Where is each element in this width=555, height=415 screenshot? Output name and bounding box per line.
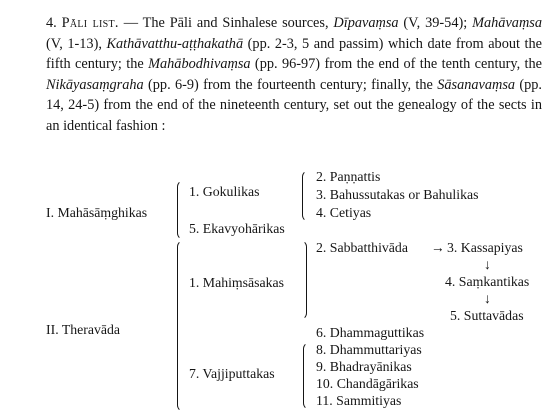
brace-left bbox=[303, 342, 310, 410]
work-title: Mahāvaṃsa bbox=[472, 15, 542, 31]
work-title: Dīpavaṃsa bbox=[333, 15, 399, 31]
sect-kassapiyas: 3. Kassapiyas bbox=[447, 240, 523, 255]
sect-pannattis: 2. Paṇṇattis bbox=[316, 169, 381, 184]
brace-left bbox=[302, 170, 309, 222]
sect-chandagarikas: 10. Chandāgārikas bbox=[316, 376, 419, 391]
sect-vajjiputtakas: 7. Vajjiputtakas bbox=[189, 366, 275, 381]
sect-suttavadas: 5. Suttavādas bbox=[450, 308, 524, 323]
brace-right bbox=[300, 240, 307, 320]
sect-dhammaguttikas: 6. Dhammaguttikas bbox=[316, 325, 425, 340]
paragraph-text: (V, 1-13), bbox=[46, 35, 107, 52]
sect-cetiyas: 4. Cetiyas bbox=[316, 205, 372, 220]
paragraph-text: (V, 39-54); bbox=[398, 15, 473, 31]
arrow-right-icon: → bbox=[431, 240, 445, 255]
sect-sabbatthivada: 2. Sabbatthivāda bbox=[316, 240, 408, 255]
paragraph-number: 4. bbox=[46, 15, 57, 31]
paragraph-text: (pp. 6-9) from the fourteenth century; finally, the bbox=[143, 76, 438, 93]
sect-mahimsasakas: 1. Mahiṃsāsakas bbox=[189, 275, 285, 290]
sect-gokulikas: 1. Gokulikas bbox=[189, 184, 260, 199]
arrow-down-icon: ↓ bbox=[484, 291, 491, 306]
brace-left bbox=[177, 240, 184, 412]
paragraph-text: — The Pāli and Sinhalese sources, bbox=[118, 15, 334, 31]
work-title: Kathāvatthu-aṭṭhakathā bbox=[106, 35, 244, 52]
sect-dhammuttariyas: 8. Dhammuttariyas bbox=[316, 342, 422, 357]
sect-bhadrayanikas: 9. Bhadrayānikas bbox=[316, 359, 412, 374]
work-title: Mahābodhivaṃsa bbox=[148, 56, 251, 72]
paragraph-text: (pp. 14, 24-5) from the end of the nineteenth century, set out the genealogy of the sects in an identical fashion : bbox=[46, 76, 542, 134]
sect-samkantikas: 4. Saṃkantikas bbox=[445, 274, 530, 289]
section-heading: Pāli list. bbox=[61, 15, 119, 31]
sect-ekavyoharikas: 5. Ekavyohārikas bbox=[189, 221, 285, 236]
work-title: Sāsanavaṃsa bbox=[437, 76, 516, 93]
intro-paragraph bbox=[46, 13, 542, 136]
sect-bahussutakas: 3. Bahussutakas or Bahulikas bbox=[316, 187, 479, 202]
work-title: Nikāyasaṃgraha bbox=[46, 76, 144, 93]
paragraph-text: (pp. 2-3, 5 and passim) which date from about the fifth century; the bbox=[46, 35, 542, 72]
arrow-down-icon: ↓ bbox=[484, 257, 491, 272]
sect-sammitiyas: 11. Sammitiyas bbox=[316, 393, 402, 408]
paragraph-text: (pp. 96-97) from the end of the tenth century, the bbox=[250, 56, 542, 72]
sect-root-mahasamghikas: I. Mahāsāṃghikas bbox=[46, 205, 148, 220]
sect-root-theravada: II. Theravāda bbox=[46, 322, 121, 337]
brace-left bbox=[177, 180, 184, 240]
